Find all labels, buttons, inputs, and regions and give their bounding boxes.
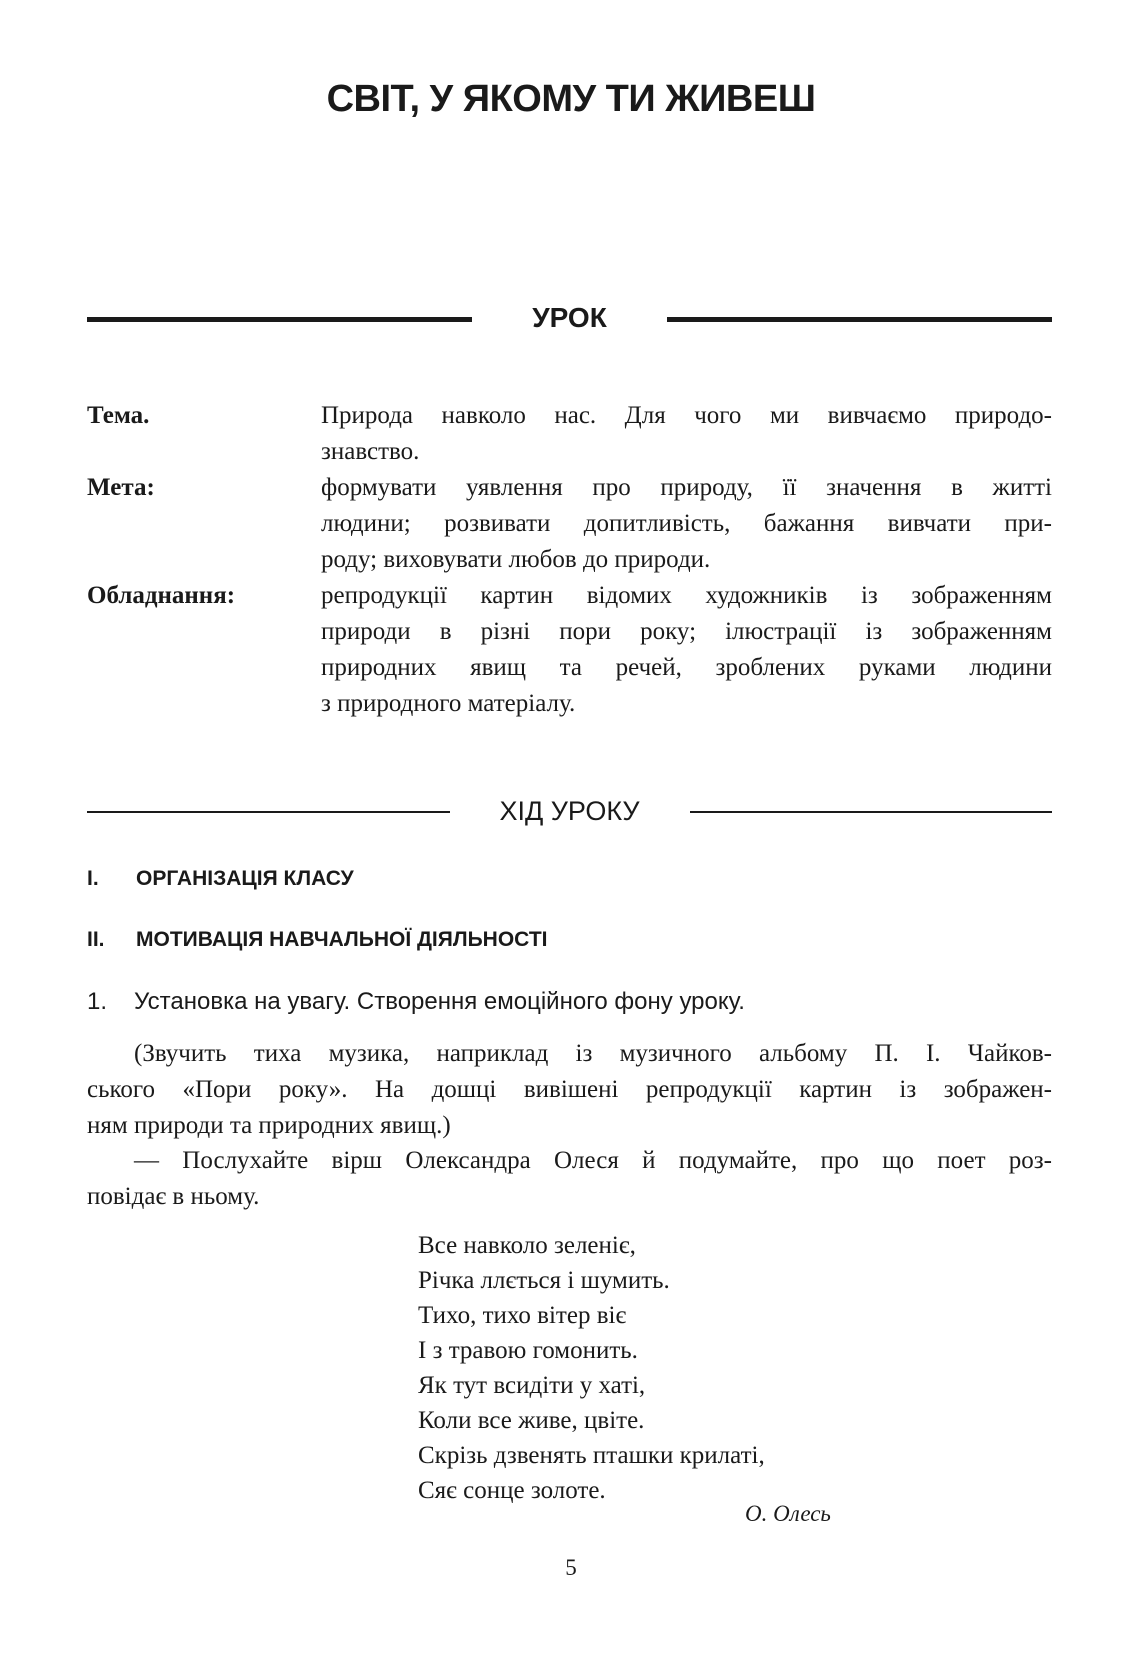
course-heading-label: ХІД УРОКУ (499, 796, 640, 826)
info-line: знавство. (321, 438, 420, 465)
section-title: МОТИВАЦІЯ НАВЧАЛЬНОЇ ДІЯЛЬНОСТІ (136, 928, 548, 951)
info-line: природних явищ та речей, зроблених руками людини (321, 654, 1052, 681)
poem (418, 1228, 765, 1508)
paragraph-stage-directions (87, 1036, 1052, 1144)
poem-line: Коли все живе, цвіте. (418, 1407, 645, 1434)
paragraph-line: ням природи та природних явищ.) (87, 1112, 451, 1139)
info-line: формувати уявлення про природу, її значення в житті (321, 474, 1052, 501)
paragraph-line: (Звучить тиха музика, наприклад із музичного альбому П. І. Чайков- (134, 1040, 1052, 1067)
poem-line: Сяє сонце золоте. (418, 1477, 606, 1504)
section-title: ОРГАНІЗАЦІЯ КЛАСУ (136, 867, 354, 890)
section-number: II. (87, 928, 105, 951)
poem-line: Все навколо зеленіє, (418, 1232, 636, 1259)
info-description (321, 470, 1052, 578)
poem-line: Як тут всидіти у хаті, (418, 1372, 646, 1399)
paragraph-line: ського «Пори року». На дошці вивішені репродукції картин із зображен- (87, 1076, 1052, 1103)
poem-line: Річка ллється і шумить. (418, 1267, 670, 1294)
info-line: людини; розвивати допитливість, бажання вивчати при- (321, 510, 1052, 537)
poem-line: Тихо, тихо вітер віє (418, 1302, 627, 1329)
page-number: 5 (565, 1555, 577, 1580)
chapter-title: СВІТ, У ЯКОМУ ТИ ЖИВЕШ (326, 78, 816, 120)
poem-author: О. Олесь (745, 1501, 831, 1526)
course-heading (87, 792, 1052, 832)
heading-rule-right (690, 811, 1052, 813)
item-text: Установка на увагу. Створення емоційного фону уроку. (134, 988, 745, 1015)
paragraph-line: — Послухайте вірш Олександра Олеся й подумайте, про що поет роз- (134, 1147, 1052, 1174)
info-description (321, 398, 1052, 470)
info-row-goal (87, 470, 1052, 578)
paragraph-line: повідає в ньому. (87, 1183, 260, 1210)
heading-rule-right (667, 317, 1052, 322)
section-number: I. (87, 867, 99, 890)
poem-line: І з травою гомонить. (418, 1337, 638, 1364)
info-term: Тема. (87, 402, 150, 429)
lesson-heading (87, 300, 1052, 340)
lesson-heading-label: УРОК (532, 302, 607, 333)
info-line: репродукції картин відомих художників із зображенням (321, 582, 1052, 609)
info-term: Обладнання: (87, 582, 236, 609)
paragraph-instruction (87, 1143, 1052, 1215)
info-line: Природа навколо нас. Для чого ми вивчаємо природо- (321, 402, 1052, 429)
info-row-equipment (87, 578, 1052, 722)
info-line: природи в різні пори року; ілюстрації із зображенням (321, 618, 1052, 645)
lesson-info (87, 398, 1052, 722)
info-term: Мета: (87, 474, 155, 501)
info-row-topic (87, 398, 1052, 470)
poem-line: Скрізь дзвенять пташки крилаті, (418, 1442, 765, 1469)
item-number: 1. (87, 988, 108, 1015)
info-line: з природного матеріалу. (321, 690, 576, 717)
info-description (321, 578, 1052, 722)
info-line: роду; виховувати любов до природи. (321, 546, 711, 573)
